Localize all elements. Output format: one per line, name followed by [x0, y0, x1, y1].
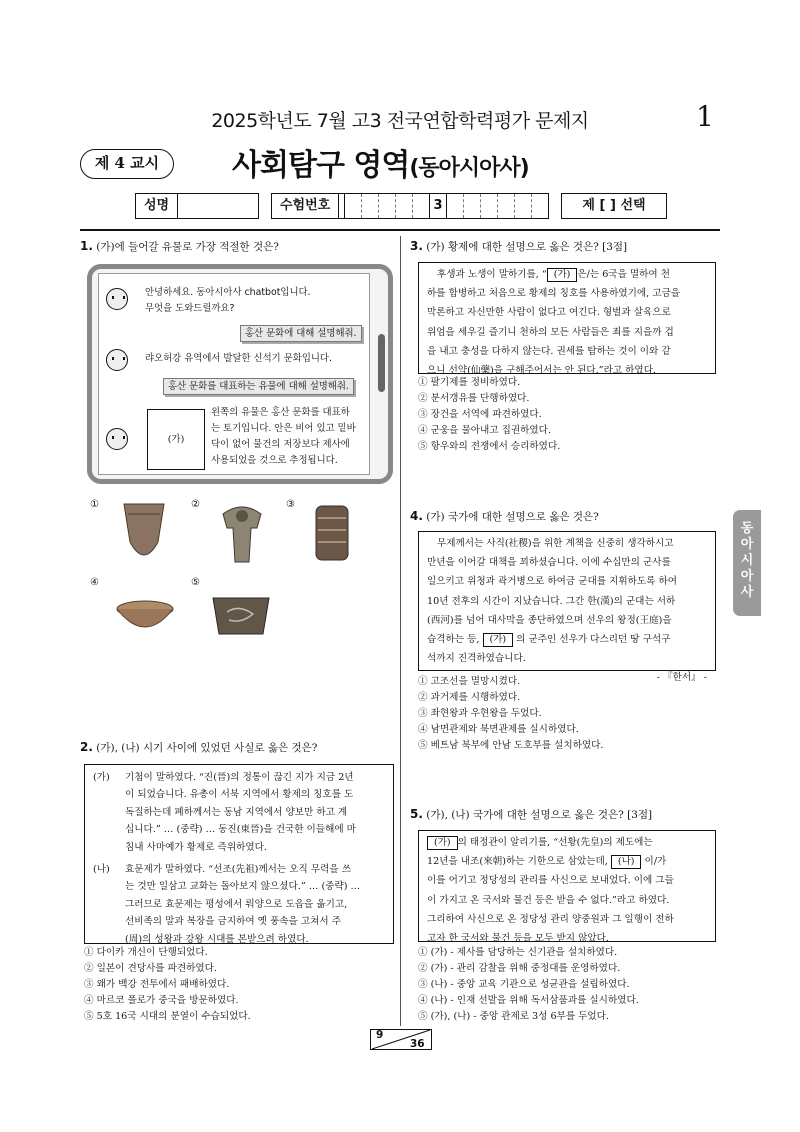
column-divider: [400, 236, 401, 1026]
q4-line: 일으키고 위청과 곽거병으로 하여금 군대를 지휘하도록 하여: [427, 576, 677, 588]
q3-option-3[interactable]: ③ 장건을 서역에 파견하였다.: [418, 409, 542, 421]
q5-header: [410, 807, 652, 822]
q2-ga-block: [93, 769, 385, 856]
bot-message-1: [145, 285, 311, 317]
q2-na-block: [93, 861, 385, 948]
session-badge: 제 4 교시: [80, 149, 174, 179]
subject-title: [232, 140, 529, 184]
exam-number-field[interactable]: [271, 193, 549, 219]
q4-option-4[interactable]: ④ 남면관제와 북면관제를 실시하였다.: [418, 724, 579, 736]
q2-na-line: 효문제가 말하였다. “선조(先祖)께서는 오직 무력을 쓰: [125, 864, 351, 876]
q4-option-5[interactable]: ⑤ 베트남 북부에 안남 도호부를 설치하였다.: [418, 740, 604, 752]
q4-option-3[interactable]: ③ 좌현왕과 우현왕을 두었다.: [418, 708, 542, 720]
option-5-mark: ⑤: [191, 577, 200, 588]
q1-number: 1.: [80, 239, 93, 253]
option-2-image[interactable]: [213, 500, 271, 566]
q4-line: 만년을 이어갈 대책을 꾀하셨습니다. 이에 수십만의 군사를: [427, 557, 671, 569]
q5-line: 이/가: [644, 856, 667, 868]
q4-option-2[interactable]: ② 과거제를 시행하였다.: [418, 692, 521, 704]
q2-ga-line: 침내 사마예가 황제로 즉위하였다.: [125, 841, 267, 853]
bot-message-3: [211, 405, 356, 469]
q5-option-1[interactable]: ① (가) - 제사를 담당하는 신기관을 설치하였다.: [418, 947, 618, 958]
q2-option-3[interactable]: ③ 왜가 백강 전투에서 패배하였다.: [84, 979, 230, 991]
q2-na-label: (나): [93, 864, 110, 876]
user-message-1: 홍산 문화에 대해 설명해줘.: [240, 325, 362, 342]
q5-line: 12년을 내조(來朝)하는 기한으로 삼았는데,: [427, 856, 608, 868]
q2-stem: (가), (나) 시기 사이에 있었던 사실로 옳은 것은?: [96, 742, 318, 754]
q5-line: 의 태정관이 알리기를, “선황(先皇)의 제도에는: [457, 837, 653, 848]
bot-line: 닥이 없어 물건의 저장보다 제사에: [211, 439, 350, 450]
blank-ga-box: (가): [147, 409, 205, 470]
q2-ga-label: (가): [93, 772, 110, 783]
bot-line: 사용되었을 것으로 추정됩니다.: [211, 455, 338, 466]
subject-main: 사회탐구 영역: [232, 148, 410, 183]
tablet-button: [378, 334, 385, 392]
q4-line: 석까지 진격하였습니다.: [427, 653, 526, 665]
q4-line: 습격하는 등,: [427, 634, 480, 646]
q5-number: 5.: [410, 807, 423, 821]
subject-side-tab: [733, 510, 761, 616]
exam-title: 2025학년도 7월 고3 전국연합학력평가 문제지: [211, 110, 589, 132]
q3-line: 위엄을 세우길 즐기니 천하의 모든 사람들은 죄를 지을까 겁: [427, 326, 674, 338]
option-2-mark: ②: [191, 499, 200, 510]
q3-line: 을 내고 충성을 다하지 않는다. 권세를 탐하는 것이 이와 같: [427, 345, 671, 357]
q2-source-box: [84, 764, 394, 944]
q2-na-line: 그러므로 효문제는 평성에서 뤄양으로 도읍을 옮기고,: [125, 898, 348, 910]
q2-ga-line: 기첨이 말하였다. “진(晉)의 정통이 끊긴 지가 지금 2년: [125, 772, 354, 783]
q4-options: [418, 674, 603, 754]
q3-option-4[interactable]: ④ 군웅을 물아내고 집권하였다.: [418, 425, 552, 437]
robot-icon: [106, 288, 128, 310]
user-message-2: 홍산 문화를 대표하는 유물에 대해 설명해줘.: [163, 378, 354, 395]
page-number: 1: [696, 100, 714, 133]
name-field[interactable]: [135, 193, 259, 219]
q4-line: (西河)를 넘어 대사막을 종단하였으며 선우의 왕정(王庭)을: [427, 614, 672, 626]
q3-option-5[interactable]: ⑤ 항우와의 전쟁에서 승리하였다.: [418, 441, 561, 453]
q5-line: 이 가지고 온 국서와 물건 등은 받을 수 없다.”라고 하였다.: [427, 894, 670, 906]
q3-line: 하를 합병하고 처음으로 황제의 칭호를 사용하였기에, 고금을: [427, 288, 681, 300]
q5-stem: (가), (나) 국가에 대한 설명으로 옳은 것은? [3점]: [426, 809, 653, 821]
selection-field[interactable]: 제 [ ] 선택: [561, 193, 667, 219]
q3-blank-ga: (가): [547, 268, 578, 282]
q2-header: [80, 740, 317, 755]
q5-option-2[interactable]: ② (가) - 관리 감찰을 위해 중정대를 운영하였다.: [418, 963, 621, 975]
option-1-image[interactable]: [120, 502, 168, 566]
bot-message-2: 랴오허강 유역에서 발달한 신석기 문화입니다.: [145, 353, 332, 364]
subject-sub: (동아시아사): [409, 156, 529, 181]
exam-number-label: 수험번호: [272, 194, 339, 218]
current-page: 9: [376, 1029, 384, 1041]
q3-header: [410, 239, 627, 254]
q4-number: 4.: [410, 509, 423, 523]
q4-line: 10년 전후의 시간이 지났습니다. 그간 한(漢)의 군대는 서하: [427, 595, 676, 607]
q5-options: [418, 945, 639, 1025]
q3-number: 3.: [410, 239, 423, 253]
q4-option-1[interactable]: ① 고조선을 멸망시켰다.: [418, 676, 521, 687]
subject-side-tab-text: 동아시아사: [740, 521, 754, 600]
q5-blank-na: (나): [611, 855, 642, 869]
robot-icon: [106, 428, 128, 450]
q5-option-5[interactable]: ⑤ (가), (나) - 중앙 관제로 3성 6부를 두었다.: [418, 1011, 609, 1023]
bot-line: 안녕하세요. 동아시아사 chatbot입니다.: [145, 287, 311, 298]
option-5-image[interactable]: [211, 592, 271, 640]
q2-na-line: 선비족의 말과 복장을 금지하여 옛 풍속을 고쳐서 주: [125, 916, 341, 928]
q2-option-4[interactable]: ④ 마르코 폴로가 중국을 방문하였다.: [84, 995, 239, 1007]
bot-line: 는 토기입니다. 안은 비어 있고 밑바: [211, 423, 356, 434]
q4-line: 무제께서는 사직(社稷)을 위한 계책을 신중히 생각하시고: [437, 538, 674, 549]
q3-line: 막론하고 자신만한 사람이 없다고 여긴다. 형벌과 살육으로: [427, 307, 671, 319]
option-4-image[interactable]: [115, 597, 175, 637]
q2-na-line: (周)의 성왕과 강왕 시대를 본받으려 하였다.: [125, 933, 309, 945]
q2-ga-line: 독질하는데 폐하께서는 동남 지역에서 양보만 하고 계: [125, 806, 348, 818]
option-3-mark: ③: [286, 499, 295, 510]
q3-line: 으니 선약(仙藥)을 구해주어서는 안 된다.”라고 하였다.: [427, 365, 657, 377]
q4-source-citation: - 『한서』 -: [656, 672, 707, 684]
q4-header: [410, 509, 599, 524]
q2-ga-line: 십니다.” … (중략) … 동진(東晉)을 건국한 이들해에 마: [125, 824, 356, 836]
q5-option-3[interactable]: ③ (나) - 중앙 교육 기관으로 성균관을 설립하였다.: [418, 979, 630, 991]
header-rule: [80, 229, 720, 231]
q2-number: 2.: [80, 740, 93, 754]
q1-header: [80, 239, 279, 254]
q2-options: [84, 945, 251, 1025]
q3-option-2[interactable]: ② 분서갱유를 단행하였다.: [418, 393, 530, 405]
robot-icon: [106, 349, 128, 371]
q2-ga-line: 이 되었습니다. 유총이 서북 지역에서 황제의 칭호를 도: [125, 789, 354, 801]
total-pages: 36: [410, 1038, 425, 1050]
exam-number-digit: 3: [429, 194, 446, 218]
q5-line: 그리하여 사신으로 온 정당성 관리 양중원과 그 일행이 전하: [427, 913, 674, 925]
q2-na-line: 는 것만 일삼고 교화는 돌아보지 않으셨다.” … (중략) …: [125, 881, 361, 893]
name-label: 성명: [136, 194, 178, 218]
q2-option-2[interactable]: ② 일본이 견당사를 파견하였다.: [84, 963, 218, 975]
q5-blank-ga: (가): [427, 836, 458, 850]
q3-options: [418, 375, 560, 455]
option-4-mark: ④: [90, 577, 99, 588]
q5-line: 고자 한 국서와 물건 등을 모두 받지 않았다.: [427, 933, 609, 945]
q2-option-1[interactable]: ① 다이카 개신이 단행되었다.: [84, 947, 208, 958]
q3-source-box: [418, 262, 716, 377]
q3-stem: (가) 황제에 대한 설명으로 옳은 것은? [3점]: [426, 241, 628, 253]
q1-stem: (가)에 들어갈 유물로 가장 적절한 것은?: [96, 241, 279, 253]
q4-stem: (가) 국가에 대한 설명으로 옳은 것은?: [426, 511, 599, 523]
option-1-mark: ①: [90, 499, 99, 510]
q4-line: 의 군주인 선우가 다스리던 땅 구석구: [516, 634, 671, 646]
q5-line: 이를 어기고 정당성의 관리를 사신으로 보내었다. 이에 그들: [427, 875, 674, 887]
q5-source-box: [418, 830, 716, 945]
exam-number-cells: [344, 194, 548, 218]
q4-blank-ga: (가): [483, 633, 514, 647]
option-3-image[interactable]: [312, 502, 352, 564]
bot-line: 왼쪽의 유물은 홍산 문화를 대표하: [211, 407, 350, 418]
q3-option-1[interactable]: ① 팔기제를 정비하였다.: [418, 377, 521, 388]
bot-line: 무엇을 도와드릴까요?: [145, 303, 235, 314]
q5-option-4[interactable]: ④ (나) - 인재 선발을 위해 독서삼품과를 실시하였다.: [418, 995, 639, 1007]
q2-option-5[interactable]: ⑤ 5호 16국 시대의 분열이 수습되었다.: [84, 1011, 251, 1023]
q3-line: 후생과 노생이 말하기를, “: [437, 269, 547, 280]
q3-line: 은/는 6국을 멸하여 천: [577, 269, 671, 280]
